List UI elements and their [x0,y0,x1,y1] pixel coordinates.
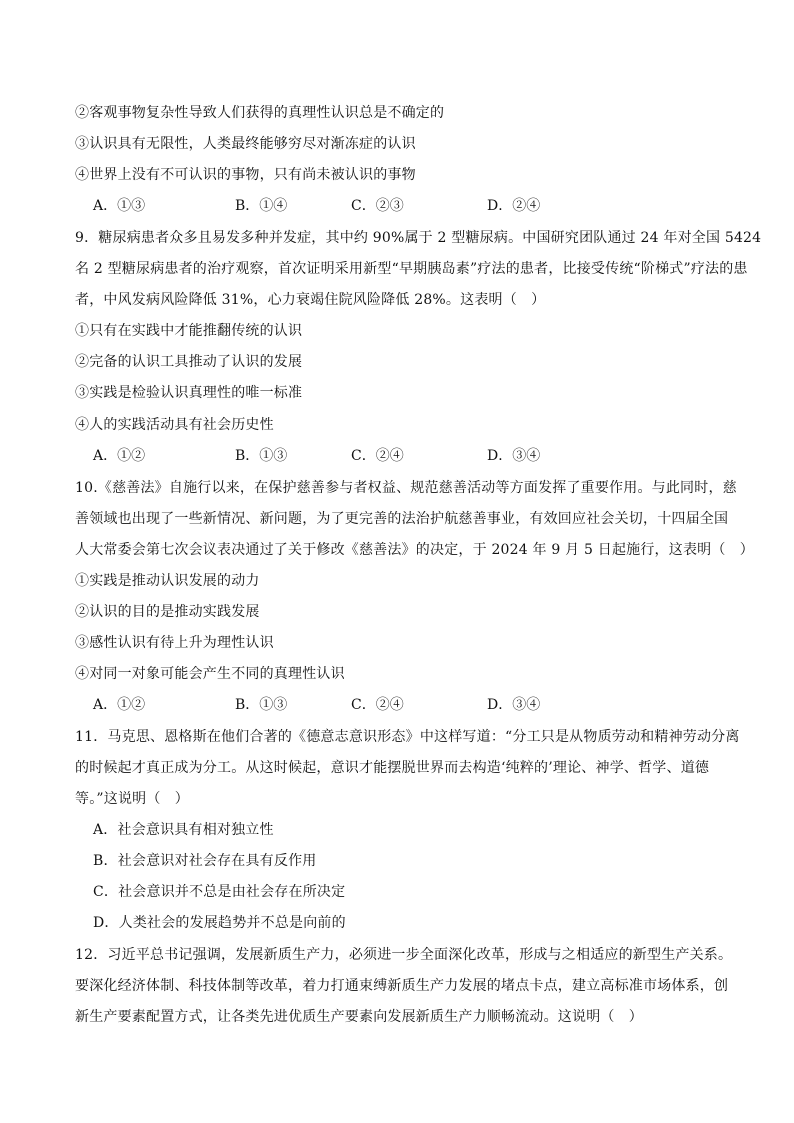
q12-stem-line-2: 要深化经济体制、科技体制等改革，着力打通束缚新质生产力发展的堵点卡点，建立高标准市场体系，创 [75,978,729,994]
q9-stem-line-3: 者，中风发病风险降低 31%，心力衰竭住院风险降低 28%。这表明（ ） [75,292,546,308]
q9-option-a: A．①② [93,448,146,464]
q8-option-c: C．②③ [351,198,404,214]
q10-stem-line-1: 10.《慈善法》自施行以来，在保护慈善参与者权益、规范慈善活动等方面发挥了重要作用。与此同时，慈 [75,480,737,496]
q8-item-3: ③认识具有无限性，人类最终能够穷尽对渐冻症的认识 [75,136,416,152]
q8-item-2: ②客观事物复杂性导致人们获得的真理性认识总是不确定的 [75,105,445,121]
q10-item-4: ④对同一对象可能会产生不同的真理性认识 [75,666,345,682]
q8-option-b: B．①④ [235,198,288,214]
q10-option-b: B．①③ [235,697,288,713]
q10-option-a: A．①② [93,697,146,713]
q10-option-d: D．③④ [487,697,541,713]
q8-option-d: D．②④ [487,198,541,214]
q10-item-3: ③感性认识有待上升为理性认识 [75,635,274,651]
q9-option-c: C．②④ [351,448,404,464]
q9-item-3: ③实践是检验认识真理性的唯一标准 [75,385,303,401]
q11-option-c: C．社会意识并不总是由社会存在所决定 [93,884,346,900]
q9-stem-line-1: 9．糖尿病患者众多且易发多种并发症，其中约 90%属于 2 型糖尿病。中国研究团队通过 24 年对全国 5424 [75,230,762,246]
q8-option-a: A．①③ [93,198,146,214]
q8-item-4: ④世界上没有不可认识的事物，只有尚未被认识的事物 [75,167,416,183]
q11-stem-line-1: 11．马克思、恩格斯在他们合著的《德意志意识形态》中这样写道：“分工只是从物质劳动和精神劳动分离 [75,729,740,745]
q9-item-1: ①只有在实践中才能推翻传统的认识 [75,323,303,339]
q10-stem-line-2: 善领域也出现了一些新情况、新问题，为了更完善的法治护航慈善事业，有效回应社会关切，十四届全国 [75,511,729,527]
q10-stem-line-3: 人大常委会第七次会议表决通过了关于修改《慈善法》的决定，于 2024 年 9 月 5 日起施行，这表明（ ） [75,542,754,558]
q10-item-2: ②认识的目的是推动实践发展 [75,604,260,620]
q9-stem-line-2: 名 2 型糖尿病患者的治疗观察，首次证明采用新型“早期胰岛素”疗法的患者，比接受传统“阶梯式”疗法的患 [75,261,748,277]
q11-option-d: D．人类社会的发展趋势并不总是向前的 [93,915,346,931]
q10-option-c: C．②④ [351,697,404,713]
q11-option-b: B．社会意识对社会存在具有反作用 [93,853,317,869]
q12-stem-line-3: 新生产要素配置方式，让各类先进优质生产要素向发展新质生产力顺畅流动。这说明（ ） [75,1009,643,1025]
q11-stem-line-3: 等。”这说明（ ） [75,791,189,807]
q9-option-d: D．③④ [487,448,541,464]
q9-item-4: ④人的实践活动具有社会历史性 [75,417,274,433]
q12-stem-line-1: 12．习近平总书记强调，发展新质生产力，必须进一步全面深化改革，形成与之相适应的新型生产关系。 [75,947,733,963]
q10-item-1: ①实践是推动认识发展的动力 [75,573,260,589]
q11-stem-line-2: 的时候起才真正成为分工。从这时候起，意识才能摆脱世界而去构造‘纯粹的’理论、神学、哲学、道德 [75,760,710,776]
q9-option-b: B．①③ [235,448,288,464]
q9-item-2: ②完备的认识工具推动了认识的发展 [75,354,303,370]
q11-option-a: A．社会意识具有相对独立性 [93,822,274,838]
